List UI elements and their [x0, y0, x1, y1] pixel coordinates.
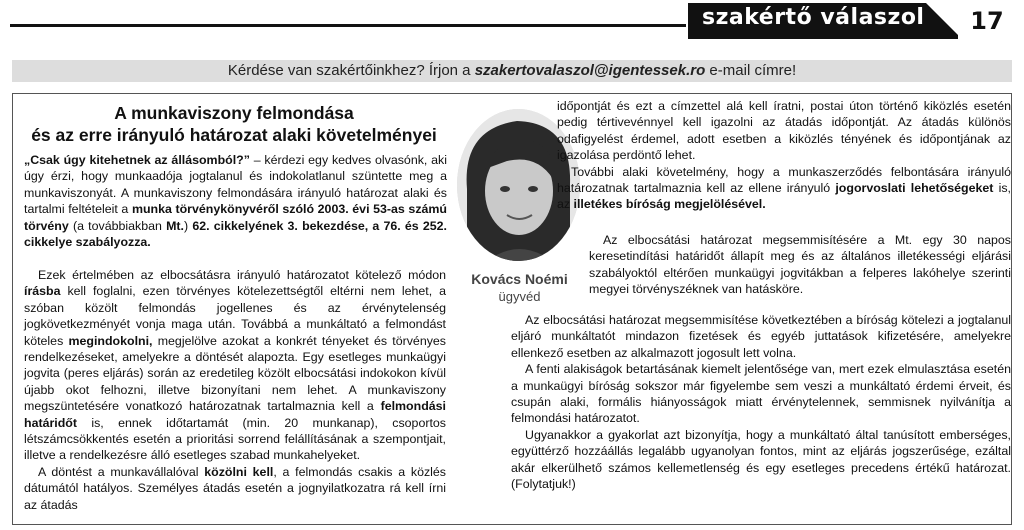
question-quote: „Csak úgy kitehetnek az állásomból?” — [24, 153, 250, 167]
left-column-top — [24, 152, 447, 250]
paragraph: A fenti alakiságok betartásának kiemelt jelentősége van, mert ezek elmulasztása esetén a munkaügyi bíróság sokszor már figyelembe sem veszi a munkáltató érdemi érveit, és csupán alaki, formális hiányosságok miatt érvénytelennek, semmisnek nyilvánítja a felmondási határozatot. — [511, 362, 1011, 426]
header-rule — [10, 24, 686, 27]
article-title-line1: A munkaviszony felmondása — [114, 103, 354, 123]
header-notch — [926, 3, 962, 39]
paragraph — [24, 464, 446, 513]
right-column-middle — [589, 232, 1011, 298]
text-run: is, az — [557, 181, 1011, 212]
law-reference: munka törvénykönyvéről szóló 2003. évi 53-as számú törvény — [24, 202, 447, 233]
text-run: (a továbbiakban — [68, 218, 167, 233]
left-column-bottom — [24, 267, 446, 513]
law-articles: 62. cikkelyének 3. bekezdése, a 76. és 252. cikkelye szabályozza. — [24, 218, 448, 250]
contact-banner — [12, 60, 1012, 82]
text-run: – kérdezi egy kedves olvasónk, aki úgy érzi, hogy munkaadója jogtalanul és indokolatlanul szüntette meg a munkaviszonyát. A munkaviszony felmondására irányuló határozat alaki és tartalmi feltételeit a — [24, 153, 447, 217]
text-run: is, ennek időtartamát (min. 20 munkanap), csoportos létszámcsökkentés esetén a prioritási sorrend felállításának a szempontjait, illetve a rendelkezésre álló esetleges szabad munkahelyeket. — [24, 415, 446, 463]
emphasis: illetékes bíróság megjelölésével. — [573, 197, 766, 212]
section-title: szakértő válaszol — [702, 5, 925, 30]
emphasis: közölni kell — [204, 464, 274, 479]
article-title — [24, 102, 444, 146]
emphasis: írásba — [24, 284, 61, 299]
author-name: Kovács Noémi — [471, 271, 568, 287]
text-run: ) — [184, 218, 193, 233]
banner-email: szakertovalaszol@igentessek.ro — [474, 62, 706, 79]
banner-prefix: Kérdése van szakértőinkhez? Írjon a — [227, 62, 475, 79]
text-run: További alaki követelmény, hogy a munkaszerződés felbontására irányuló határozatnak tartalmaznia kell az ellene irányuló — [557, 164, 1011, 196]
emphasis: felmondási határidőt — [24, 399, 446, 430]
page-number: 17 — [958, 3, 1016, 39]
banner-suffix: e-mail címre! — [705, 62, 797, 79]
paragraph: időpontját és ezt a címzettel alá kell íratni, postai úton történő kiközlés esetén pedig tértivevénnyel kell igazolni az átadás időpontját. Az átadás különös odafigyelést érdemel, adott esetben a kiközlés tényének és időpontjának az igazolása perdöntő lehet. — [557, 99, 1011, 163]
paragraph — [24, 152, 447, 250]
law-abbrev: Mt. — [166, 218, 184, 233]
right-column-bottom — [511, 312, 1011, 492]
text-run: megjelölve azokat a konkrét tényeket és törvényes rendelkezéseket, amelyekre a döntését alapozta. Egy esetleges munkaügyi jogvita (peres eljárás) során az eredetileg közölt elbocsátási indokokon kívül újabb okot felhozni, illetve bizonyítani nem lehet. A munkaviszony megszüntetésére vonatkozó határozatnak tartalmaznia kell a — [24, 333, 446, 414]
text-run: kell foglalni, ezen törvényes kötelezettségtől eltérni nem lehet, a szóban közölt felmondás jogellenes és az érvénytelenség jogkövetkezményét vonja maga után. Továbbá a munkáltató a felmondást köteles — [24, 284, 446, 348]
paragraph: Ugyanakkor a gyakorlat azt bizonyítja, hogy a munkáltató által tanúsított emberséges, együttérző hozzáállás legalább ugyanolyan fontos, mint az eljárás jogszerűsége, ezáltal akár elkerülhető számos kellemetlenség és egy esetleges precedens értékű határozat. (Folytatjuk!) — [511, 427, 1011, 492]
paragraph — [557, 164, 1011, 213]
paragraph: Az elbocsátási határozat megsemmisítésére a Mt. egy 30 napos keresetindítási határidőt állapít meg és az általános illetékességi eljárási szabályoktól eltérően munkaügyi jogvitákban a felperes lakóhelye szerinti megyei törvényszéknek van hatásköre. — [589, 233, 1011, 297]
text-run: , a felmondás csakis a közlés dátumától hatályos. Személyes átadás esetén a jognyilatkozatra rá kell írni az átadás — [24, 464, 446, 512]
paragraph — [24, 267, 446, 464]
author-role: ügyvéd — [498, 289, 541, 304]
emphasis: megindokolni, — [68, 333, 153, 348]
article-title-line2: és az erre irányuló határozat alaki követelményei — [31, 125, 437, 145]
right-column-top — [557, 98, 1011, 213]
paragraph: Az elbocsátási határozat megsemmisítése következtében a bíróság kötelezi a jogtalanul eljáró munkáltatót mindazon fizetések és egyéb juttatások kifizetésére, amelyekre ellenkező esetben az alkalmazott jogosult lett volna. — [511, 313, 1011, 360]
section-header — [688, 3, 1016, 39]
emphasis: jogorvoslati lehetőségeket — [835, 181, 994, 196]
text-run: Ezek értelmében az elbocsátásra irányuló határozatot kötelező módon — [38, 268, 446, 282]
text-run: A döntést a munkavállalóval — [38, 464, 205, 479]
